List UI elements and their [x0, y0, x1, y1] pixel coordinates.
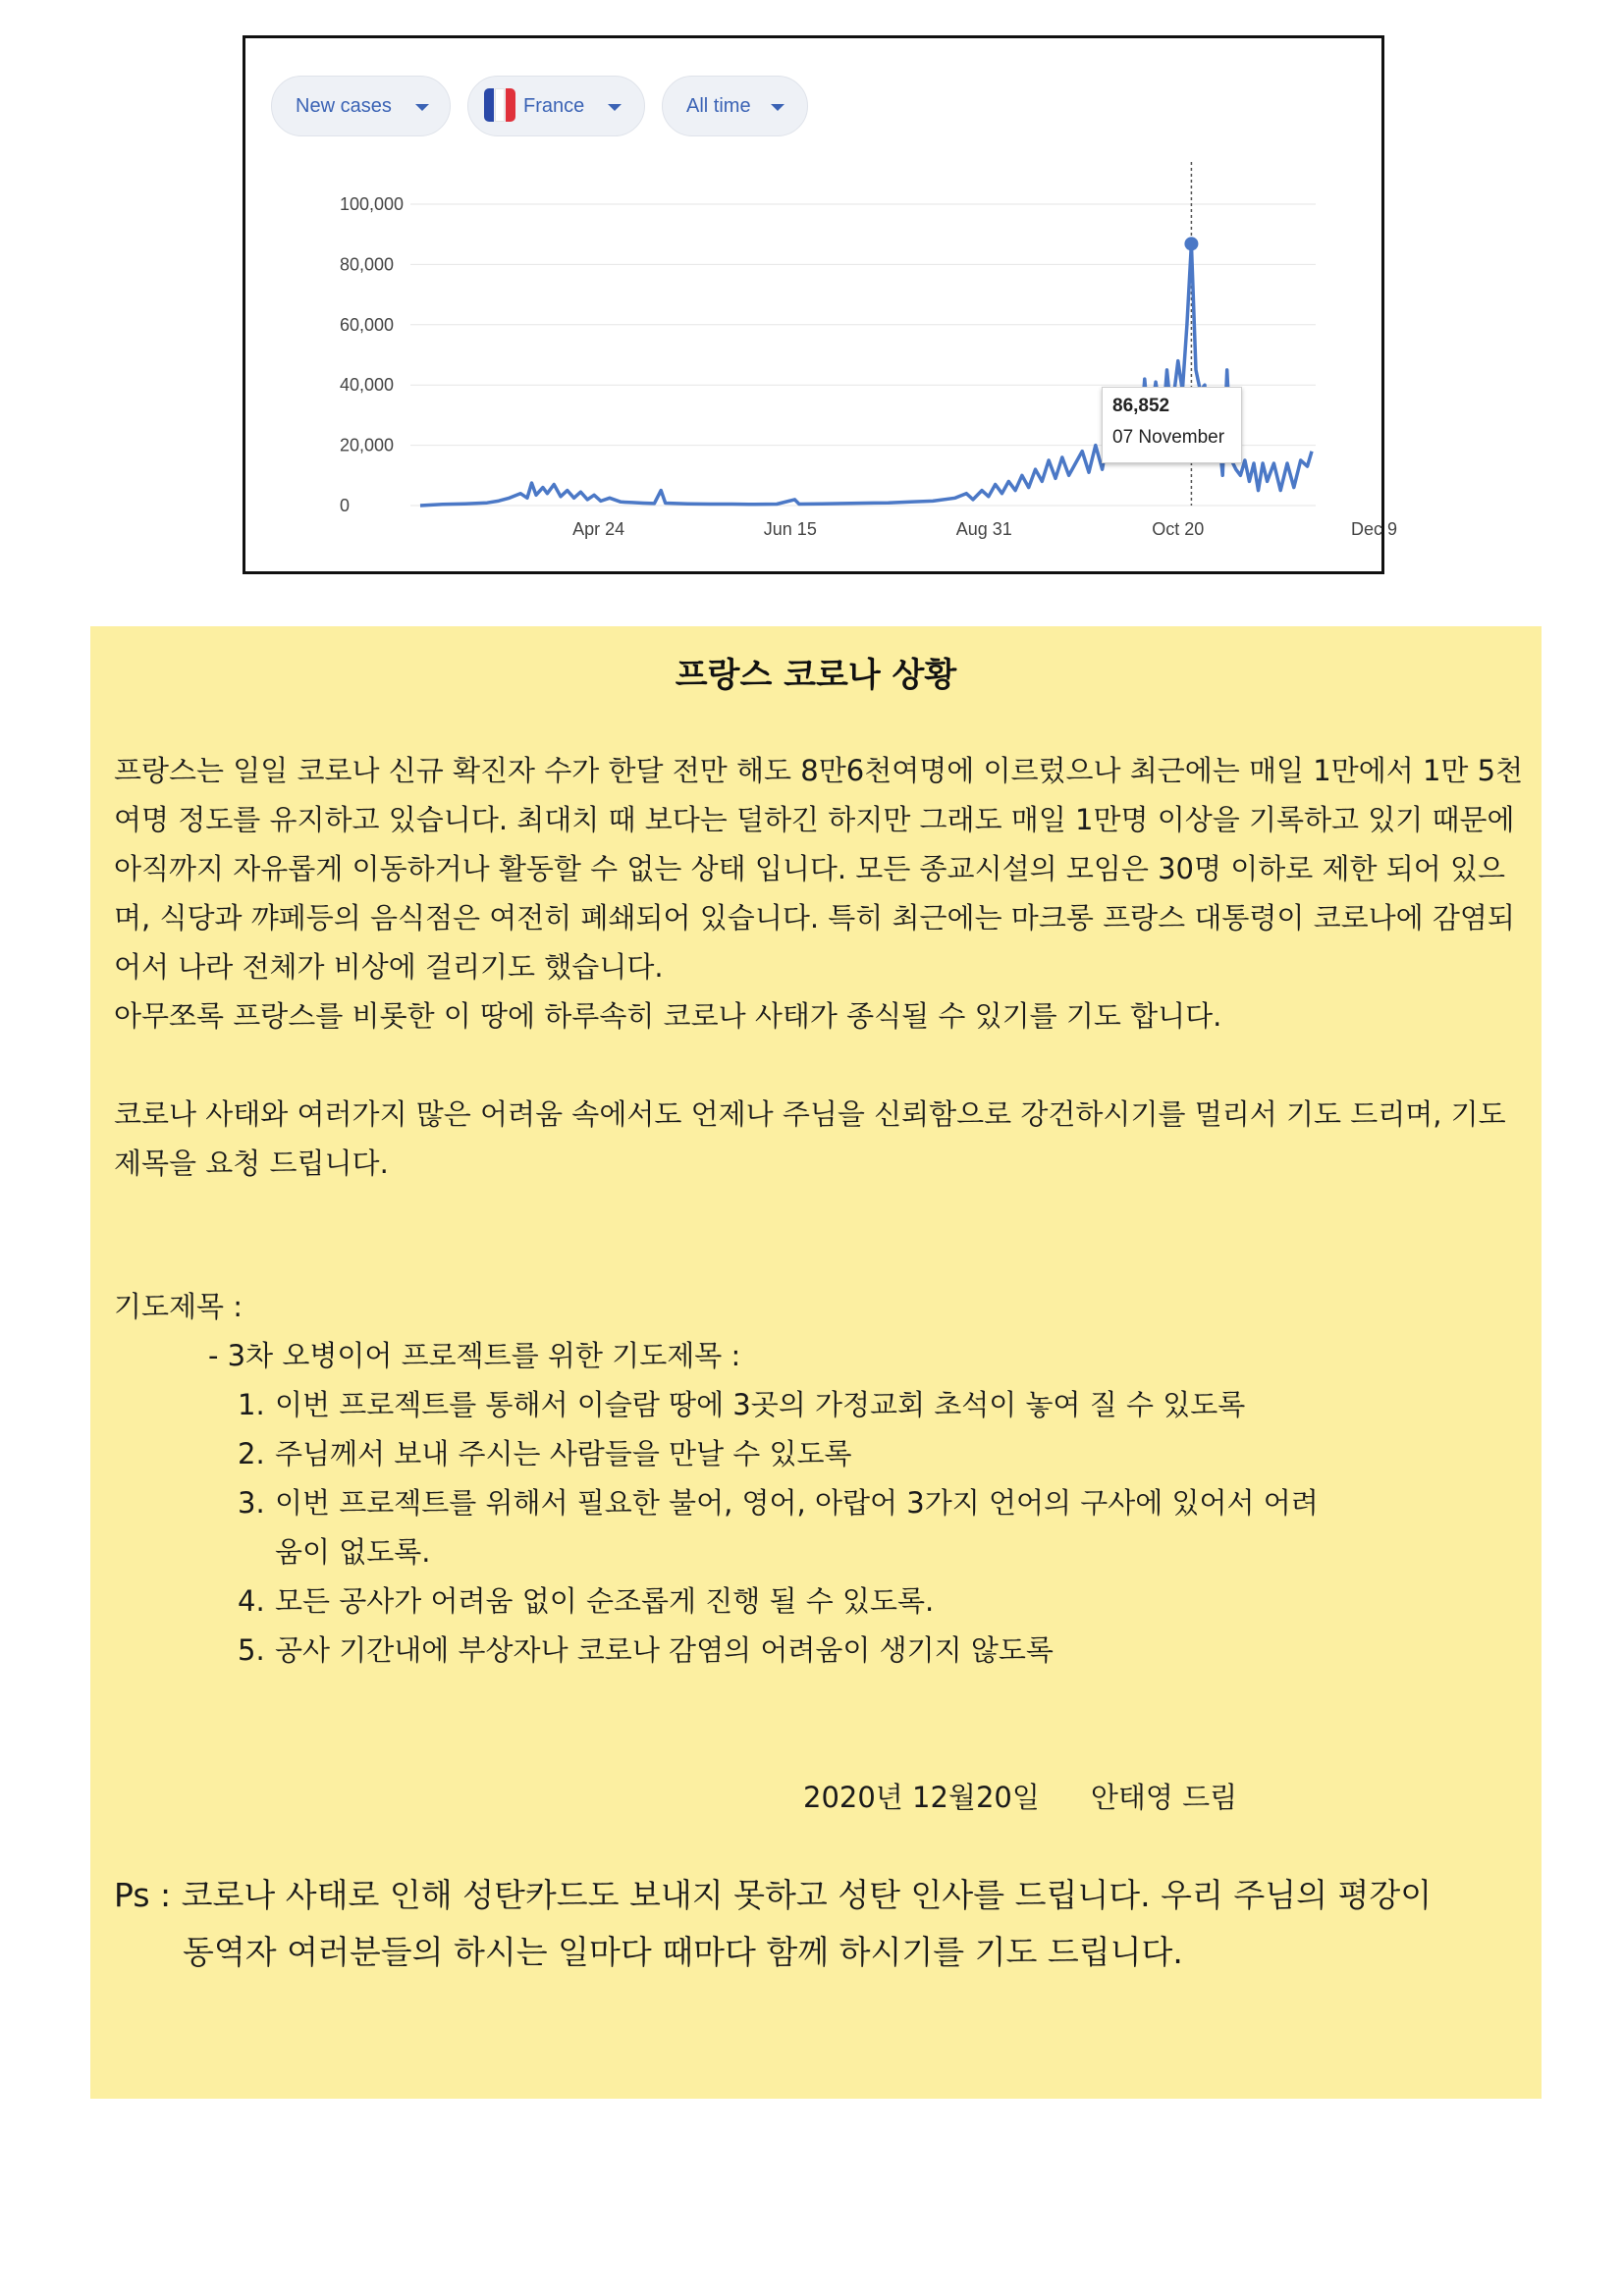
- y-tick-label: 20,000: [340, 435, 395, 455]
- ps-line-1: Ps : 코로나 사태로 인해 성탄카드도 보내지 못하고 성탄 인사를 드립니다. 우리 주님의 평강이: [114, 1876, 1433, 1914]
- chart-tooltip: [1102, 387, 1242, 463]
- line-chart[interactable]: [245, 38, 1398, 571]
- tooltip-date: 07 November: [1112, 427, 1225, 448]
- x-tick-label: Jun 15: [763, 519, 817, 539]
- y-tick-label: 60,000: [340, 314, 395, 335]
- postscript: [114, 1867, 1508, 1981]
- x-tick-label: Oct 20: [1152, 519, 1205, 539]
- prayer-heading: 기도제목 :: [114, 1290, 243, 1323]
- letter-date: 2020년 12월20일: [803, 1781, 1040, 1814]
- situation-paragraph: [114, 746, 1528, 1041]
- y-tick-label: 40,000: [340, 375, 395, 396]
- letter-author: 안태영 드림: [1090, 1781, 1238, 1814]
- list-item: 2. 주님께서 보내 주시는 사람들을 만날 수 있도록: [238, 1437, 852, 1470]
- x-tick-label: Aug 31: [955, 519, 1012, 539]
- tooltip-value: 86,852: [1112, 396, 1170, 416]
- y-tick-label: 100,000: [340, 194, 405, 214]
- x-tick-label: Dec 9: [1351, 519, 1398, 539]
- prayer-list: [238, 1380, 1335, 1675]
- series-line-france: [420, 243, 1312, 506]
- situation-closing: 아무쪼록 프랑스를 비롯한 이 땅에 하루속히 코로나 사태가 종식될 수 있기를 기도 합니다.: [114, 999, 1222, 1033]
- covid-chart-frame: [243, 35, 1398, 574]
- prayer-subheading: - 3차 오병이어 프로젝트를 위한 기도제목 :: [208, 1339, 741, 1372]
- y-tick-label: 0: [340, 496, 351, 515]
- request-paragraph: 코로나 사태와 여러가지 많은 어려움 속에서도 언제나 주님을 신뢰함으로 강건하시기를 멀리서 기도 드리며, 기도제목을 요청 드립니다.: [114, 1097, 1506, 1180]
- list-item: 4. 모든 공사가 어려움 없이 순조롭게 진행 될 수 있도록.: [238, 1584, 935, 1618]
- prayer-letter: [90, 626, 1542, 2099]
- range-dropdown-label: All time: [686, 95, 751, 117]
- list-item: 5. 공사 기간내에 부상자나 코로나 감염의 어려움이 생기지 않도록: [238, 1633, 1054, 1667]
- highlight-point: [1184, 237, 1198, 250]
- signature: [803, 1773, 1237, 1822]
- list-item: 3. 이번 프로젝트를 위해서 필요한 불어, 영어, 아랍어 3가지 언어의 구사에 있어서 어려움이 없도록.: [238, 1486, 1319, 1569]
- situation-text: 프랑스는 일일 코로나 신규 확진자 수가 한달 전만 해도 8만6천여명에 이르렀으나 최근에는 매일 1만에서 1만 5천여명 정도를 유지하고 있습니다. 최대치 때 보다는 덜하긴 하지만 그래도 매일 1만명 이상을 기록하고 있기 때문에 아직까지 자유롭게 이동하거나 활동할 수 없는 상태 입니다. 모든 종교시설의 모임은 30명 이하로 제한 되어 있으며, 식당과 꺄페등의 음식점은 여전히 폐쇄되어 있습니다. 특히 최근에는 마크롱 프랑스 대통령이 코로나에 감염되어서 나라 전체가 비상에 걸리기도 했습니다.: [114, 754, 1524, 984]
- letter-title: 프랑스 코로나 상황: [675, 656, 957, 695]
- ps-line-2: 동역자 여러분들의 하시는 일마다 때마다 함께 하시기를 기도 드립니다.: [183, 1933, 1183, 1971]
- x-tick-label: Apr 24: [572, 519, 625, 539]
- metric-dropdown-label: New cases: [296, 95, 392, 117]
- y-tick-label: 80,000: [340, 254, 395, 275]
- country-dropdown-label: France: [523, 95, 585, 117]
- list-item: 1. 이번 프로젝트를 통해서 이슬람 땅에 3곳의 가정교회 초석이 놓여 질 수 있도록: [238, 1388, 1246, 1421]
